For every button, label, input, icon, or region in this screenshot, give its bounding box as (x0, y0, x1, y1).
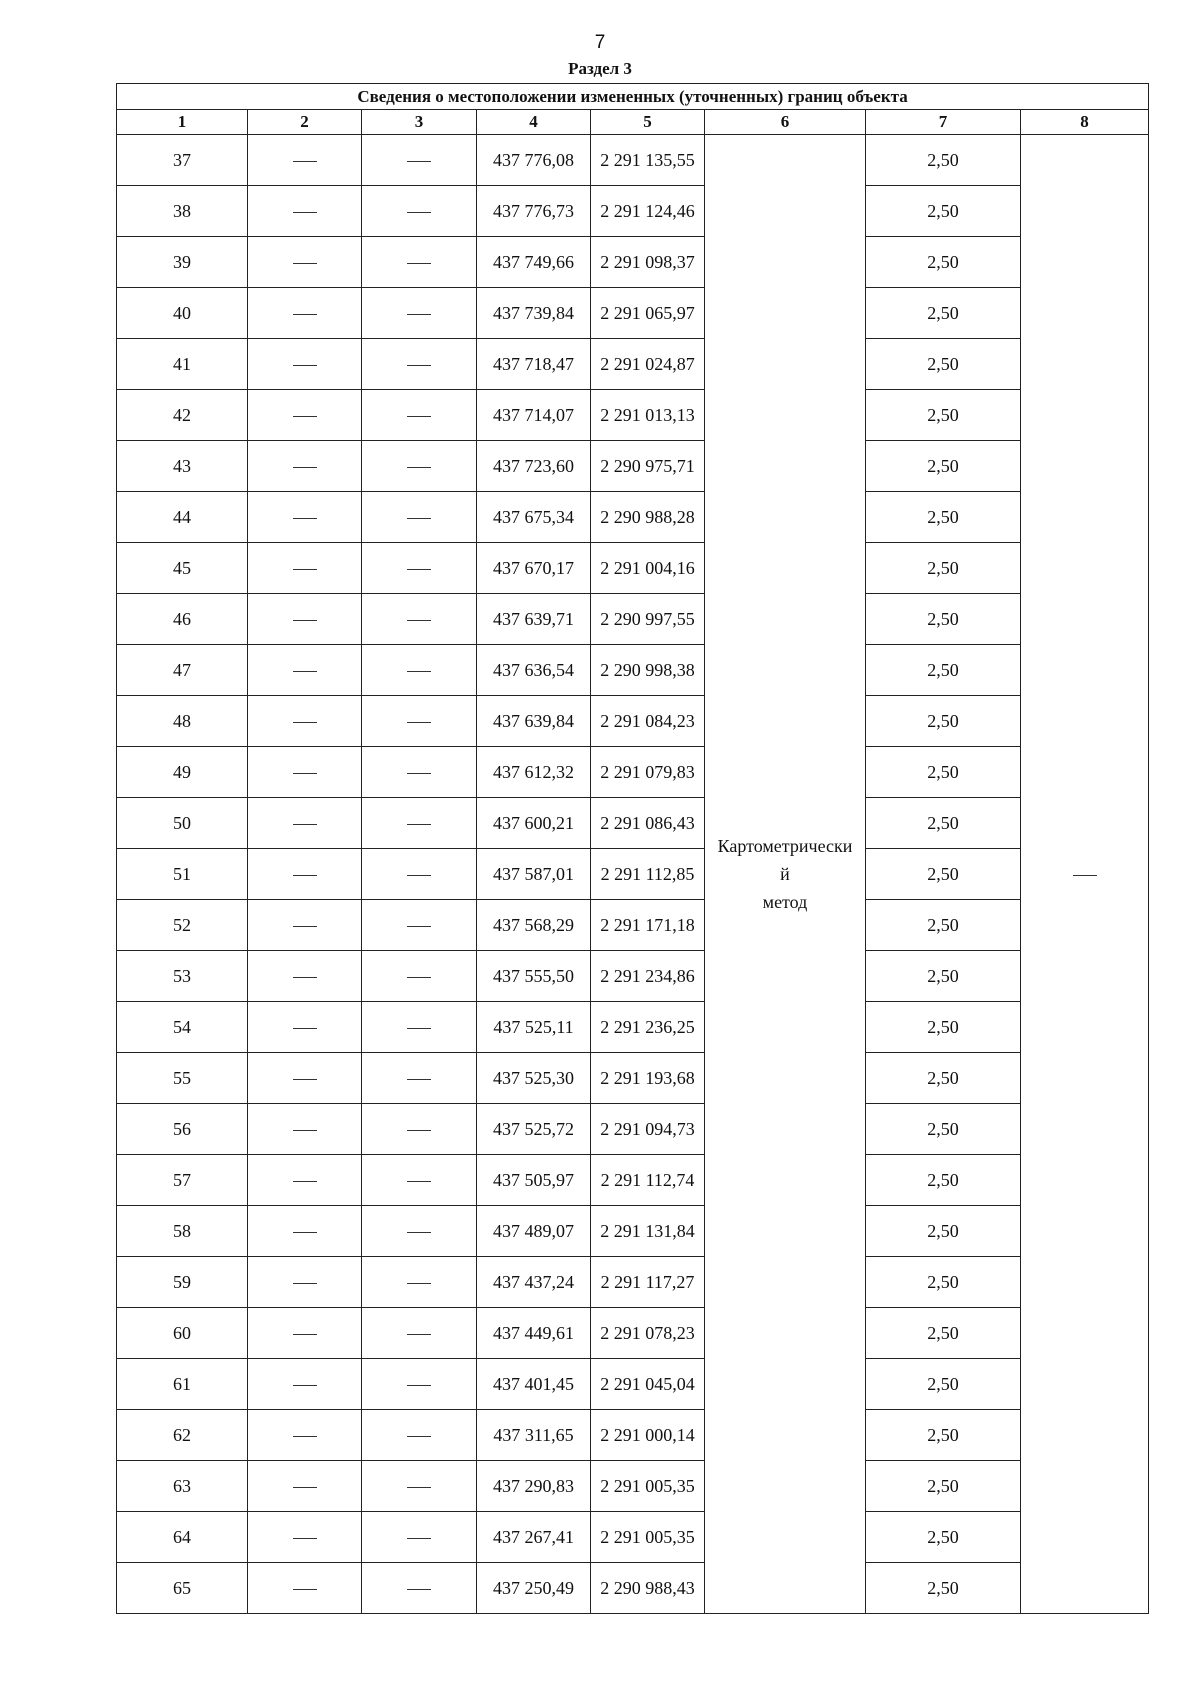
point-number-cell: 46 (117, 594, 248, 645)
dash-mark (293, 926, 317, 927)
dash-mark (407, 977, 431, 978)
point-number-cell: 44 (117, 492, 248, 543)
existing-x-cell (248, 1002, 362, 1053)
table-row (117, 492, 1149, 543)
accuracy-cell: 2,50 (866, 1257, 1021, 1308)
table-row (117, 1053, 1149, 1104)
point-number-cell: 45 (117, 543, 248, 594)
new-y-cell: 2 291 005,35 (591, 1461, 705, 1512)
accuracy-cell: 2,50 (866, 1461, 1021, 1512)
dash-mark (293, 1130, 317, 1131)
table-row (117, 900, 1149, 951)
dash-mark (407, 1028, 431, 1029)
existing-x-cell (248, 1257, 362, 1308)
table-row (117, 339, 1149, 390)
table-row (117, 1308, 1149, 1359)
existing-y-cell (362, 594, 477, 645)
dash-mark (407, 620, 431, 621)
accuracy-cell: 2,50 (866, 1053, 1021, 1104)
dash-mark (293, 365, 317, 366)
point-number-cell: 59 (117, 1257, 248, 1308)
new-y-cell: 2 291 112,85 (591, 849, 705, 900)
point-number-cell: 57 (117, 1155, 248, 1206)
accuracy-cell: 2,50 (866, 1206, 1021, 1257)
existing-y-cell (362, 1512, 477, 1563)
point-number-cell: 37 (117, 135, 248, 186)
new-x-cell: 437 636,54 (477, 645, 591, 696)
existing-x-cell (248, 951, 362, 1002)
dash-mark (293, 1181, 317, 1182)
new-x-cell: 437 723,60 (477, 441, 591, 492)
new-y-cell: 2 291 004,16 (591, 543, 705, 594)
point-number-cell: 56 (117, 1104, 248, 1155)
new-x-cell: 437 670,17 (477, 543, 591, 594)
dash-mark (407, 1334, 431, 1335)
dash-mark (293, 773, 317, 774)
existing-x-cell (248, 1155, 362, 1206)
column-number-row (117, 110, 1149, 135)
dash-mark (407, 1589, 431, 1590)
section-title: Раздел 3 (568, 59, 632, 78)
new-x-cell: 437 714,07 (477, 390, 591, 441)
dash-mark (407, 161, 431, 162)
accuracy-cell: 2,50 (866, 1104, 1021, 1155)
new-y-cell: 2 291 112,74 (591, 1155, 705, 1206)
table-row (117, 186, 1149, 237)
existing-x-cell (248, 1410, 362, 1461)
point-number-cell: 63 (117, 1461, 248, 1512)
new-y-cell: 2 291 079,83 (591, 747, 705, 798)
existing-x-cell (248, 798, 362, 849)
new-y-cell: 2 291 078,23 (591, 1308, 705, 1359)
accuracy-cell: 2,50 (866, 1563, 1021, 1614)
new-y-cell: 2 290 988,43 (591, 1563, 705, 1614)
table-row (117, 696, 1149, 747)
dash-mark (293, 722, 317, 723)
existing-x-cell (248, 441, 362, 492)
dash-mark (293, 824, 317, 825)
new-x-cell: 437 267,41 (477, 1512, 591, 1563)
new-y-cell: 2 291 098,37 (591, 237, 705, 288)
accuracy-cell: 2,50 (866, 543, 1021, 594)
accuracy-cell: 2,50 (866, 492, 1021, 543)
dash-mark (407, 1385, 431, 1386)
existing-y-cell (362, 492, 477, 543)
new-x-cell: 437 505,97 (477, 1155, 591, 1206)
existing-y-cell (362, 288, 477, 339)
new-x-cell: 437 587,01 (477, 849, 591, 900)
new-y-cell: 2 291 005,35 (591, 1512, 705, 1563)
dash-mark (407, 467, 431, 468)
table-row (117, 1104, 1149, 1155)
existing-x-cell (248, 594, 362, 645)
dash-mark (407, 824, 431, 825)
new-y-cell: 2 291 131,84 (591, 1206, 705, 1257)
dash-mark (293, 161, 317, 162)
point-number-cell: 65 (117, 1563, 248, 1614)
existing-y-cell (362, 1308, 477, 1359)
accuracy-cell: 2,50 (866, 1308, 1021, 1359)
column-number-2: 2 (248, 110, 362, 135)
dash-mark (293, 671, 317, 672)
accuracy-cell: 2,50 (866, 900, 1021, 951)
new-x-cell: 437 525,30 (477, 1053, 591, 1104)
point-number-cell: 62 (117, 1410, 248, 1461)
new-y-cell: 2 291 084,23 (591, 696, 705, 747)
table-row (117, 441, 1149, 492)
new-x-cell: 437 675,34 (477, 492, 591, 543)
existing-y-cell (362, 441, 477, 492)
point-number-cell: 50 (117, 798, 248, 849)
accuracy-cell: 2,50 (866, 951, 1021, 1002)
column-number-7: 7 (866, 110, 1021, 135)
new-y-cell: 2 291 045,04 (591, 1359, 705, 1410)
table-row (117, 1410, 1149, 1461)
column-number-4: 4 (477, 110, 591, 135)
existing-y-cell (362, 900, 477, 951)
method-text-line: Картометрически (717, 836, 853, 856)
new-x-cell: 437 600,21 (477, 798, 591, 849)
dash-mark (407, 314, 431, 315)
existing-y-cell (362, 339, 477, 390)
dash-mark (293, 518, 317, 519)
table-row (117, 1206, 1149, 1257)
new-x-cell: 437 290,83 (477, 1461, 591, 1512)
accuracy-cell: 2,50 (866, 645, 1021, 696)
new-x-cell: 437 437,24 (477, 1257, 591, 1308)
table-body (117, 135, 1149, 1614)
new-x-cell: 437 311,65 (477, 1410, 591, 1461)
table-row (117, 543, 1149, 594)
accuracy-cell: 2,50 (866, 1155, 1021, 1206)
dash-mark (293, 1283, 317, 1284)
new-x-cell: 437 739,84 (477, 288, 591, 339)
dash-mark (407, 1181, 431, 1182)
new-x-cell: 437 776,73 (477, 186, 591, 237)
accuracy-cell: 2,50 (866, 1359, 1021, 1410)
dash-mark (407, 875, 431, 876)
existing-y-cell (362, 1104, 477, 1155)
dash-mark (1073, 875, 1097, 876)
existing-y-cell (362, 1410, 477, 1461)
point-number-cell: 64 (117, 1512, 248, 1563)
accuracy-cell: 2,50 (866, 1512, 1021, 1563)
column-number-5: 5 (591, 110, 705, 135)
accuracy-cell: 2,50 (866, 339, 1021, 390)
new-x-cell: 437 555,50 (477, 951, 591, 1002)
existing-x-cell (248, 390, 362, 441)
new-y-cell: 2 291 171,18 (591, 900, 705, 951)
column-number-6: 6 (705, 110, 866, 135)
point-number-cell: 51 (117, 849, 248, 900)
existing-x-cell (248, 1053, 362, 1104)
table-row (117, 1002, 1149, 1053)
existing-y-cell (362, 798, 477, 849)
existing-y-cell (362, 849, 477, 900)
existing-x-cell (248, 339, 362, 390)
column-number-1: 1 (117, 110, 248, 135)
dash-mark (407, 1436, 431, 1437)
table-caption: Сведения о местоположении измененных (уточненных) границ объекта (117, 84, 1149, 110)
new-x-cell: 437 401,45 (477, 1359, 591, 1410)
existing-x-cell (248, 492, 362, 543)
table-row (117, 1257, 1149, 1308)
accuracy-cell: 2,50 (866, 594, 1021, 645)
dash-mark (293, 416, 317, 417)
table-row (117, 135, 1149, 186)
accuracy-cell: 2,50 (866, 390, 1021, 441)
existing-x-cell (248, 1461, 362, 1512)
table-row (117, 288, 1149, 339)
dash-mark (293, 1436, 317, 1437)
existing-x-cell (248, 1308, 362, 1359)
existing-x-cell (248, 543, 362, 594)
table-row (117, 1461, 1149, 1512)
point-number-cell: 60 (117, 1308, 248, 1359)
dash-mark (293, 1385, 317, 1386)
new-y-cell: 2 290 998,38 (591, 645, 705, 696)
new-x-cell: 437 568,29 (477, 900, 591, 951)
accuracy-cell: 2,50 (866, 747, 1021, 798)
new-x-cell: 437 612,32 (477, 747, 591, 798)
point-number-cell: 55 (117, 1053, 248, 1104)
new-y-cell: 2 291 117,27 (591, 1257, 705, 1308)
dash-mark (293, 875, 317, 876)
existing-y-cell (362, 1053, 477, 1104)
dash-mark (293, 1334, 317, 1335)
new-y-cell: 2 291 234,86 (591, 951, 705, 1002)
accuracy-cell: 2,50 (866, 237, 1021, 288)
accuracy-cell: 2,50 (866, 798, 1021, 849)
dash-mark (293, 1589, 317, 1590)
existing-y-cell (362, 1257, 477, 1308)
point-number-cell: 58 (117, 1206, 248, 1257)
point-number-cell: 53 (117, 951, 248, 1002)
point-number-cell: 48 (117, 696, 248, 747)
existing-y-cell (362, 237, 477, 288)
boundary-coordinates-table (116, 83, 1149, 1614)
accuracy-cell: 2,50 (866, 849, 1021, 900)
dash-mark (407, 722, 431, 723)
dash-mark (293, 1487, 317, 1488)
existing-y-cell (362, 951, 477, 1002)
dash-mark (407, 1487, 431, 1488)
existing-y-cell (362, 1155, 477, 1206)
page-number: 7 (594, 32, 606, 53)
existing-y-cell (362, 1359, 477, 1410)
new-x-cell: 437 749,66 (477, 237, 591, 288)
dash-mark (293, 263, 317, 264)
accuracy-cell: 2,50 (866, 186, 1021, 237)
dash-mark (407, 671, 431, 672)
dash-mark (407, 569, 431, 570)
new-x-cell: 437 489,07 (477, 1206, 591, 1257)
existing-x-cell (248, 135, 362, 186)
existing-x-cell (248, 186, 362, 237)
new-x-cell: 437 639,71 (477, 594, 591, 645)
existing-y-cell (362, 390, 477, 441)
column-8-cell (1021, 135, 1149, 1614)
dash-mark (293, 620, 317, 621)
new-y-cell: 2 290 997,55 (591, 594, 705, 645)
existing-y-cell (362, 1002, 477, 1053)
dash-mark (407, 1232, 431, 1233)
existing-x-cell (248, 288, 362, 339)
dash-mark (407, 1538, 431, 1539)
dash-mark (293, 1079, 317, 1080)
accuracy-cell: 2,50 (866, 441, 1021, 492)
table-row (117, 951, 1149, 1002)
point-number-cell: 41 (117, 339, 248, 390)
accuracy-cell: 2,50 (866, 288, 1021, 339)
table-row (117, 594, 1149, 645)
existing-x-cell (248, 1206, 362, 1257)
table-row (117, 1155, 1149, 1206)
dash-mark (407, 1079, 431, 1080)
new-x-cell: 437 776,08 (477, 135, 591, 186)
existing-x-cell (248, 696, 362, 747)
new-y-cell: 2 290 975,71 (591, 441, 705, 492)
accuracy-cell: 2,50 (866, 1002, 1021, 1053)
table-row (117, 237, 1149, 288)
dash-mark (407, 365, 431, 366)
method-text-line: метод (762, 892, 808, 912)
point-number-cell: 52 (117, 900, 248, 951)
existing-y-cell (362, 543, 477, 594)
existing-x-cell (248, 747, 362, 798)
dash-mark (293, 212, 317, 213)
existing-x-cell (248, 1512, 362, 1563)
new-y-cell: 2 291 065,97 (591, 288, 705, 339)
point-number-cell: 42 (117, 390, 248, 441)
existing-y-cell (362, 645, 477, 696)
column-number-3: 3 (362, 110, 477, 135)
table-row (117, 1359, 1149, 1410)
dash-mark (293, 1028, 317, 1029)
table-row (117, 645, 1149, 696)
point-number-cell: 47 (117, 645, 248, 696)
method-text-line: й (780, 864, 790, 884)
new-y-cell: 2 291 024,87 (591, 339, 705, 390)
existing-y-cell (362, 135, 477, 186)
dash-mark (293, 1232, 317, 1233)
new-x-cell: 437 250,49 (477, 1563, 591, 1614)
existing-y-cell (362, 747, 477, 798)
point-number-cell: 38 (117, 186, 248, 237)
dash-mark (293, 569, 317, 570)
new-y-cell: 2 291 236,25 (591, 1002, 705, 1053)
existing-x-cell (248, 1563, 362, 1614)
dash-mark (407, 212, 431, 213)
accuracy-cell: 2,50 (866, 1410, 1021, 1461)
new-y-cell: 2 291 193,68 (591, 1053, 705, 1104)
dash-mark (293, 1538, 317, 1539)
new-y-cell: 2 291 135,55 (591, 135, 705, 186)
dash-mark (293, 977, 317, 978)
table-row (117, 849, 1149, 900)
existing-y-cell (362, 1461, 477, 1512)
new-y-cell: 2 290 988,28 (591, 492, 705, 543)
point-number-cell: 39 (117, 237, 248, 288)
point-number-cell: 40 (117, 288, 248, 339)
existing-x-cell (248, 645, 362, 696)
new-x-cell: 437 525,11 (477, 1002, 591, 1053)
existing-y-cell (362, 696, 477, 747)
point-number-cell: 43 (117, 441, 248, 492)
existing-x-cell (248, 849, 362, 900)
table-row (117, 747, 1149, 798)
existing-y-cell (362, 1563, 477, 1614)
table-row (117, 390, 1149, 441)
dash-mark (407, 773, 431, 774)
dash-mark (293, 314, 317, 315)
existing-x-cell (248, 1104, 362, 1155)
new-y-cell: 2 291 086,43 (591, 798, 705, 849)
existing-y-cell (362, 1206, 477, 1257)
new-y-cell: 2 291 000,14 (591, 1410, 705, 1461)
point-number-cell: 49 (117, 747, 248, 798)
new-x-cell: 437 718,47 (477, 339, 591, 390)
new-x-cell: 437 639,84 (477, 696, 591, 747)
dash-mark (407, 518, 431, 519)
dash-mark (293, 467, 317, 468)
accuracy-cell: 2,50 (866, 135, 1021, 186)
existing-x-cell (248, 237, 362, 288)
dash-mark (407, 1283, 431, 1284)
dash-mark (407, 416, 431, 417)
table-row (117, 1563, 1149, 1614)
new-y-cell: 2 291 094,73 (591, 1104, 705, 1155)
column-number-8: 8 (1021, 110, 1149, 135)
table-row (117, 798, 1149, 849)
dash-mark (407, 926, 431, 927)
existing-x-cell (248, 900, 362, 951)
accuracy-cell: 2,50 (866, 696, 1021, 747)
dash-mark (407, 263, 431, 264)
existing-y-cell (362, 186, 477, 237)
point-number-cell: 54 (117, 1002, 248, 1053)
new-x-cell: 437 449,61 (477, 1308, 591, 1359)
new-y-cell: 2 291 124,46 (591, 186, 705, 237)
new-y-cell: 2 291 013,13 (591, 390, 705, 441)
table-row (117, 1512, 1149, 1563)
new-x-cell: 437 525,72 (477, 1104, 591, 1155)
point-number-cell: 61 (117, 1359, 248, 1410)
existing-x-cell (248, 1359, 362, 1410)
dash-mark (407, 1130, 431, 1131)
method-cell (705, 135, 866, 1614)
